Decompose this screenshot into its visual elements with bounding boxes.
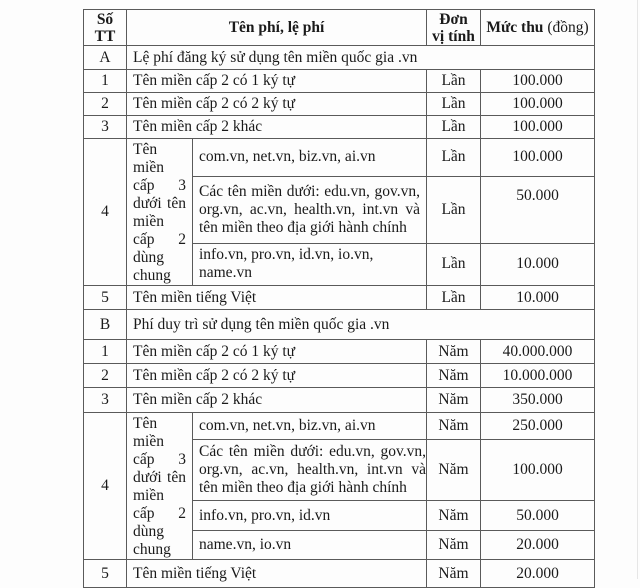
row-unit: Năm bbox=[427, 531, 481, 560]
row-no: 1 bbox=[84, 70, 127, 93]
sub-name: Các tên miền dưới: edu.vn, gov.vn, org.vn, ac.vn, health.vn, int.vn và tên miền theo địa giới hành chính bbox=[193, 176, 427, 243]
row-unit: Lần bbox=[427, 243, 481, 285]
header-stt: Số TT bbox=[84, 10, 127, 46]
row-unit: Năm bbox=[427, 560, 481, 588]
row-rate: 10.000.000 bbox=[481, 364, 595, 388]
sub-name: com.vn, net.vn, biz.vn, ai.vn bbox=[193, 413, 427, 440]
row-name: Tên miền cấp 2 khác bbox=[127, 388, 427, 413]
row-rate: 100.000 bbox=[481, 70, 595, 93]
row-unit: Lần bbox=[427, 116, 481, 139]
row-rate: 250.000 bbox=[481, 413, 595, 440]
table-row bbox=[84, 70, 595, 93]
row-no: 2 bbox=[84, 93, 127, 116]
row-name: Tên miền cấp 2 khác bbox=[127, 116, 427, 139]
row-no: 3 bbox=[84, 388, 127, 413]
row-name: Tên miền cấp 2 có 2 ký tự bbox=[127, 364, 427, 388]
row-no: 5 bbox=[84, 560, 127, 588]
row-unit: Năm bbox=[427, 413, 481, 440]
row-rate: 100.000 bbox=[481, 93, 595, 116]
row-unit: Năm bbox=[427, 364, 481, 388]
row-rate: 20.000 bbox=[481, 560, 595, 588]
row-no: 4 bbox=[84, 413, 127, 560]
row-no: 2 bbox=[84, 364, 127, 388]
table-row bbox=[84, 93, 595, 116]
row-rate: 20.000 bbox=[481, 531, 595, 560]
row-unit: Lần bbox=[427, 139, 481, 177]
section-title: Phí duy trì sử dụng tên miền quốc gia .vn bbox=[127, 310, 595, 340]
row-name: Tên miền cấp 2 có 1 ký tự bbox=[127, 70, 427, 93]
row-rate: 10.000 bbox=[481, 286, 595, 310]
table-header-row bbox=[84, 10, 595, 46]
sub-name: name.vn, io.vn bbox=[193, 531, 427, 560]
row-name: Tên miền cấp 2 có 2 ký tự bbox=[127, 93, 427, 116]
row-rate: 50.000 bbox=[481, 500, 595, 530]
section-row-b bbox=[84, 310, 595, 340]
row-unit: Lần bbox=[427, 286, 481, 310]
row-rate: 50.000 bbox=[481, 176, 595, 243]
row-unit: Lần bbox=[427, 70, 481, 93]
sub-name: com.vn, net.vn, biz.vn, ai.vn bbox=[193, 139, 427, 177]
table-row bbox=[84, 388, 595, 413]
row-unit: Năm bbox=[427, 388, 481, 413]
group-label: Tên miền cấp 3 dưới tên miền cấp 2 dùng chung bbox=[127, 139, 193, 286]
row-rate: 350.000 bbox=[481, 388, 595, 413]
row-name: Tên miền tiếng Việt bbox=[127, 286, 427, 310]
row-name: Tên miền tiếng Việt bbox=[127, 560, 427, 588]
sub-name: info.vn, pro.vn, id.vn bbox=[193, 500, 427, 530]
row-unit: Năm bbox=[427, 500, 481, 530]
table-row bbox=[84, 340, 595, 364]
section-row-a bbox=[84, 46, 595, 70]
page-edge bbox=[637, 0, 638, 579]
row-no: 4 bbox=[84, 139, 127, 286]
sub-name: info.vn, pro.vn, id.vn, io.vn, name.vn bbox=[193, 243, 427, 285]
row-unit: Năm bbox=[427, 439, 481, 500]
row-rate: 100.000 bbox=[481, 116, 595, 139]
header-rate: Mức thu (đồng) bbox=[481, 10, 595, 46]
table-row bbox=[84, 560, 595, 588]
sub-name: Các tên miền dưới: edu.vn, gov.vn, org.vn, ac.vn, health.vn, int.vn và tên miền theo địa giới hành chính bbox=[193, 439, 427, 500]
row-name: Tên miền cấp 2 có 1 ký tự bbox=[127, 340, 427, 364]
table-row bbox=[84, 286, 595, 310]
row-unit: Năm bbox=[427, 340, 481, 364]
table-row bbox=[84, 364, 595, 388]
row-no: 5 bbox=[84, 286, 127, 310]
header-name: Tên phí, lệ phí bbox=[127, 10, 427, 46]
row-rate: 100.000 bbox=[481, 439, 595, 500]
header-unit: Đơn vị tính bbox=[427, 10, 481, 46]
row-no: 1 bbox=[84, 340, 127, 364]
section-code: B bbox=[84, 310, 127, 340]
table-row bbox=[84, 139, 595, 177]
section-code: A bbox=[84, 46, 127, 70]
fee-table bbox=[83, 9, 595, 588]
group-label: Tên miền cấp 3 dưới tên miền cấp 2 dùng chung bbox=[127, 413, 193, 560]
row-no: 3 bbox=[84, 116, 127, 139]
row-unit: Lần bbox=[427, 93, 481, 116]
section-title: Lệ phí đăng ký sử dụng tên miền quốc gia .vn bbox=[127, 46, 595, 70]
row-rate: 40.000.000 bbox=[481, 340, 595, 364]
row-rate: 100.000 bbox=[481, 139, 595, 177]
table-row bbox=[84, 413, 595, 440]
row-unit: Lần bbox=[427, 176, 481, 243]
table-row bbox=[84, 116, 595, 139]
row-rate: 10.000 bbox=[481, 243, 595, 285]
